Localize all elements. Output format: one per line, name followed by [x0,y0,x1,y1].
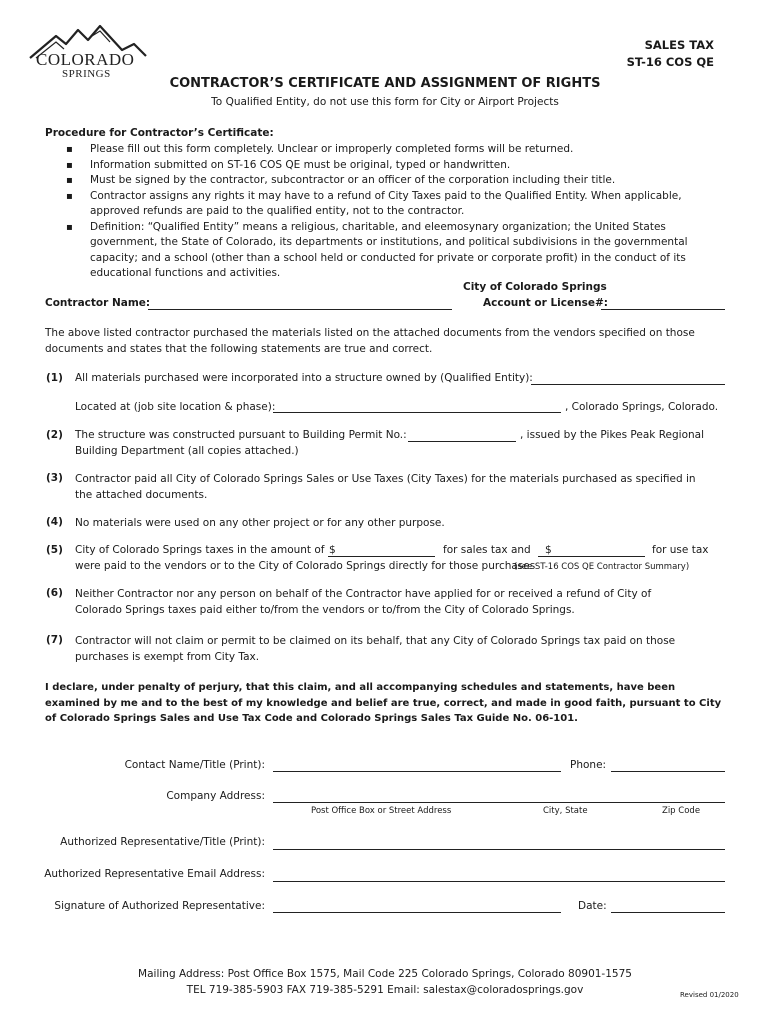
sales-tax-dollar: $ [329,544,336,556]
use-tax-amount-field[interactable] [538,556,645,557]
statement-2-text-c: Building Department (all copies attached.) [75,445,299,457]
account-label-line1: City of Colorado Springs [463,281,607,293]
procedure-list [66,142,726,282]
statement-5-text-b: for sales tax and [443,544,531,556]
qualified-entity-field[interactable] [531,384,725,385]
address-sub-zip: Zip Code [662,806,701,816]
statement-5-text-d: were paid to the vendors or to the City of Colorado Springs directly for those purchases [75,560,536,572]
contractor-name-label: Contractor Name: [45,297,151,309]
statement-7-text: Contractor will not claim or permit to be claimed on its behalf, that any City of Colorado Springs tax paid on those purchases is exempt from City Tax. [75,635,676,663]
intro-paragraph: The above listed contractor purchased the materials listed on the attached documents from the vendors specified on those documents and states that the following statements are true and correct. [45,327,695,355]
statement-5-text-a: City of Colorado Springs taxes in the amount of [75,544,325,556]
contractor-name-field[interactable] [148,309,452,310]
statement-2-text-b: , issued by the Pikes Peak Regional [520,429,704,441]
statement-number: (5) [46,544,63,556]
statement-2-text-a: The structure was constructed pursuant to Building Permit No.: [75,429,407,441]
form-type: SALES TAX [644,38,714,52]
procedure-item: ▪ Definition: “Qualified Entity” means a religious, charitable, and eleemosynary organization; the United States government, the State of Colorado, its departments or institutions, and political subdivisions in the governmental capacity; and a school (other than a school held or conducted for private or corporate profit) in the conduct of its educational functions and activities. [66,220,726,282]
located-at-label: Located at (job site location & phase): [75,401,276,413]
sales-tax-amount-field[interactable] [328,556,435,557]
footer-contact-info: TEL 719-385-5903 FAX 719-385-5291 Email: salestax@coloradosprings.gov [186,984,584,996]
logo-text-colorado: COLORADO [36,50,135,69]
statement-number: (7) [46,634,63,646]
statement-number: (4) [46,516,63,528]
use-tax-dollar: $ [545,544,552,556]
statement-6-text: Neither Contractor nor any person on behalf of the Contractor have applied for or received a refund of City of Colorado Springs taxes paid either to/from the vendors or to/from the City of Colorado Springs. [75,588,652,616]
company-address-field[interactable] [273,802,725,803]
logo-text-springs: SPRINGS [62,68,111,80]
date-label: Date: [578,900,607,912]
address-sub-city: City, State [543,806,588,816]
procedure-item: ▪ Please fill out this form completely. Unclear or improperly completed forms will be returned. [66,142,726,158]
auth-email-field[interactable] [273,881,725,882]
building-permit-field[interactable] [408,441,516,442]
contact-name-field[interactable] [273,771,561,772]
auth-email-label: Authorized Representative Email Address: [44,868,265,880]
auth-rep-label: Authorized Representative/Title (Print): [60,836,265,848]
located-suffix: , Colorado Springs, Colorado. [565,401,719,413]
declaration-text: I declare, under penalty of perjury, that this claim, and all accompanying schedules and statements, have been examined by me and to the best of my knowledge and belief are true, correct, and made in good faith, pursuant to City of Colorado Springs Sales and Use Tax Code and Colorado Springs Sales Tax Guide No. 06-101. [45,682,722,724]
account-label-line2: Account or License#: [483,297,608,309]
address-sub-street: Post Office Box or Street Address [311,806,452,816]
signature-label: Signature of Authorized Representative: [54,900,265,912]
footer-mailing-address: Mailing Address: Post Office Box 1575, Mail Code 225 Colorado Springs, Colorado 80901-1575 [138,968,632,980]
procedure-heading: Procedure for Contractor’s Certificate: [45,127,274,139]
procedure-item: ▪ Information submitted on ST-16 COS QE must be original, typed or handwritten. [66,158,726,174]
statement-3-text: Contractor paid all City of Colorado Springs Sales or Use Taxes (City Taxes) for the materials purchased as specified in the attached documents. [75,473,696,501]
company-address-label: Company Address: [166,790,265,802]
phone-label: Phone: [570,759,607,771]
statement-1-text: All materials purchased were incorporated into a structure owned by (Qualified Entity): [75,372,533,384]
contact-name-label: Contact Name/Title (Print): [124,759,265,771]
phone-field[interactable] [611,771,725,772]
statement-5-text-c: for use tax [652,544,709,556]
statement-number: (1) [46,372,63,384]
signature-field[interactable] [273,912,561,913]
form-code: ST-16 COS QE [626,55,714,69]
procedure-item: ▪ Must be signed by the contractor, subcontractor or an officer of the corporation including their title. [66,173,726,189]
statement-number: (6) [46,587,63,599]
statement-5-text-e: (see ST-16 COS QE Contractor Summary) [514,562,690,572]
job-site-location-field[interactable] [273,412,561,413]
auth-rep-field[interactable] [273,849,725,850]
revised-date: Revised 01/2020 [680,991,739,999]
procedure-item: ▪ Contractor assigns any rights it may have to a refund of City Taxes paid to the Qualified Entity. When applicable, approved refunds are paid to the qualified entity, not to the contractor. [66,189,726,220]
date-field[interactable] [611,912,725,913]
form-title: CONTRACTOR’S CERTIFICATE AND ASSIGNMENT OF RIGHTS [169,76,601,91]
statement-4-text: No materials were used on any other project or for any other purpose. [75,517,445,529]
statement-number: (2) [46,429,63,441]
account-number-field[interactable] [601,309,725,310]
form-subtitle: To Qualified Entity, do not use this form for City or Airport Projects [211,96,559,108]
statement-number: (3) [46,472,63,484]
